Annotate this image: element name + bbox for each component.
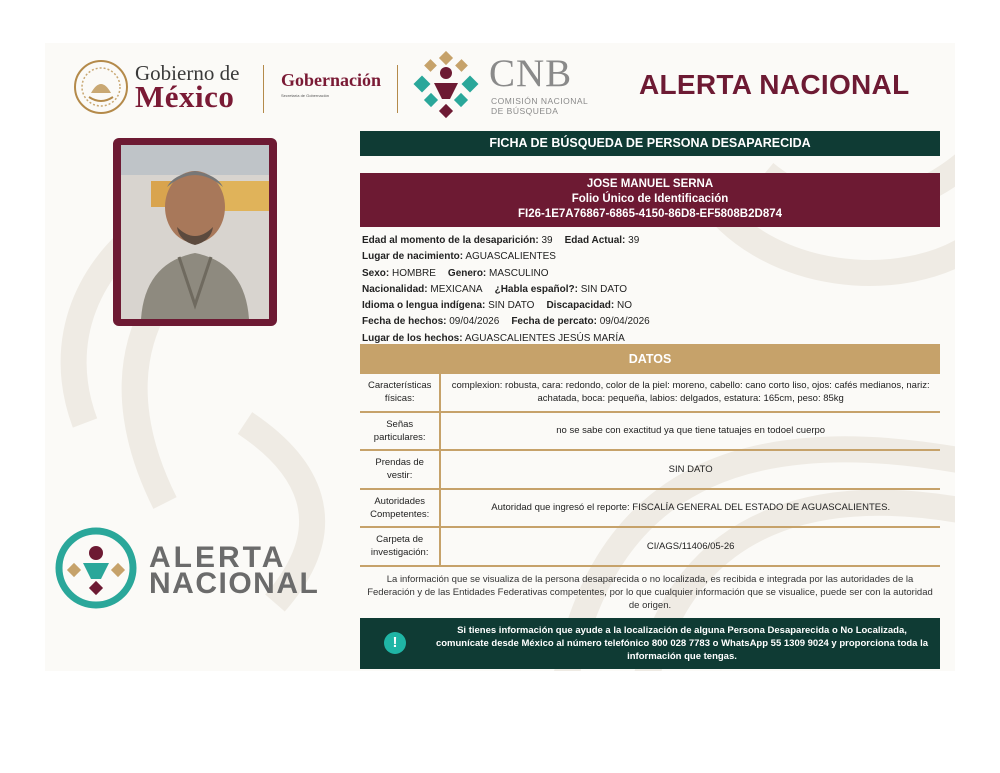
value: 39: [541, 235, 553, 246]
label: Edad al momento de la desaparición:: [362, 235, 539, 246]
cnb-text: CNB: [489, 52, 573, 95]
cnb-subtitle-line1: COMISIÓN NACIONAL: [491, 96, 589, 106]
gobernacion-subtext: Secretaría de Gobernación: [281, 93, 330, 98]
person-name: JOSE MANUEL SERNA: [586, 178, 714, 190]
person-photo-image: [121, 145, 269, 319]
value: 09/04/2026: [599, 316, 650, 328]
gobernacion-text: Gobernación: [281, 70, 382, 90]
cnb-subtitle-line2: DE BÚSQUEDA: [491, 106, 559, 116]
value: NO: [617, 300, 633, 312]
value: 09/04/2026: [449, 316, 500, 328]
table-row: [360, 374, 940, 412]
info-row: [362, 233, 937, 249]
divider: [263, 65, 264, 113]
disclaimer-text: La información que se visualiza de la persona desaparecida o no localizada, es recibida e integrada por las autoridades de la Federación y de las Entidades Federativas competentes, por lo que cualquier información que se visualice, puede ser con la autoridad de origen.: [367, 574, 933, 611]
label: Sexo:: [362, 267, 390, 279]
row-label: Señas particulares:: [360, 412, 440, 451]
value: SIN DATO: [580, 283, 628, 295]
info-row: [362, 266, 937, 282]
table-row: [360, 450, 940, 489]
label: Idioma o lengua indígena:: [362, 300, 486, 312]
info-row: [362, 282, 937, 298]
value: HOMBRE: [392, 267, 436, 279]
value: SIN DATO: [488, 300, 535, 312]
person-info: [362, 233, 937, 347]
row-value: CI/AGS/11406/05-26: [440, 527, 940, 566]
row-value: SIN DATO: [440, 450, 940, 489]
label: Fecha de percato:: [511, 316, 597, 328]
row-label: Autoridades Competentes:: [360, 489, 440, 528]
folio-value: FI26-1E7A76867-6865-4150-86D8-EF5808B2D874: [517, 208, 783, 220]
alerta-nacional-title: ALERTA NACIONAL: [639, 69, 910, 100]
mexico-text: México: [135, 79, 235, 114]
person-photo: [121, 145, 269, 319]
table-row: [360, 489, 940, 528]
row-label: Carpeta de investigación:: [360, 527, 440, 566]
table-row: [360, 527, 940, 566]
alert-card: [45, 43, 955, 671]
alerta-nacional-logo-icon: [55, 527, 137, 609]
nacional-logo-text: NACIONAL: [149, 567, 320, 600]
label: Edad Actual:: [564, 235, 626, 246]
info-row: [362, 314, 937, 330]
contact-text: Si tienes información que ayude a la localización de alguna Persona Desaparecida o No Localizada, comunícate desde México al número telefónico 800 028 7783 o WhatsApp 55 1309 9024 y proporciona toda la información que tengas.: [435, 625, 929, 662]
value: MASCULINO: [489, 267, 549, 279]
label: Lugar de los hechos:: [362, 332, 463, 344]
photo-frame: [113, 138, 277, 326]
info-row: [362, 298, 937, 314]
label: Genero:: [447, 267, 487, 279]
label: Lugar de nacimiento:: [362, 251, 464, 263]
row-label: Prendas de vestir:: [360, 450, 440, 489]
gobierno-de-text: Gobierno de: [135, 61, 240, 85]
row-value: Autoridad que ingresó el reporte: FISCALÍA GENERAL DEL ESTADO DE AGUASCALIENTES.: [440, 489, 940, 528]
value: 39: [628, 235, 640, 246]
row-label: Características físicas:: [360, 374, 440, 412]
folio-label: Folio Único de Identificación: [571, 193, 729, 205]
row-value: no se sabe con exactitud ya que tiene tatuajes en todoel cuerpo: [440, 412, 940, 451]
cnb-subtitle: [491, 96, 588, 116]
label: Nacionalidad:: [362, 283, 428, 295]
cnb-logo-icon: [412, 51, 480, 119]
divider: [397, 65, 398, 113]
alert-exclamation-icon: !: [384, 632, 406, 654]
value: AGUASCALIENTES: [465, 251, 556, 263]
person-name-box: [360, 173, 940, 227]
datos-table: [360, 374, 940, 567]
label: Fecha de hechos:: [362, 316, 447, 328]
ficha-title: FICHA DE BÚSQUEDA DE PERSONA DESAPARECIDA: [360, 131, 940, 156]
row-value: complexion: robusta, cara: redondo, color de la piel: moreno, cabello: cano corto liso, ojos: cafés medianos, nariz: achatada, boca: pequeña, labios: delgados, estatura: 165cm, peso: 85kg: [440, 374, 940, 412]
table-row: [360, 412, 940, 451]
contact-banner: [360, 618, 940, 669]
info-row: [362, 249, 937, 265]
datos-header: DATOS: [360, 344, 940, 374]
value: AGUASCALIENTES JESÚS MARÍA: [464, 332, 625, 344]
mexico-seal-icon: [73, 59, 129, 115]
alerta-logo-text: ALERTA: [149, 541, 287, 574]
label: ¿Habla español?:: [494, 283, 578, 295]
value: MEXICANA: [430, 283, 483, 295]
label: Discapacidad:: [546, 300, 615, 312]
